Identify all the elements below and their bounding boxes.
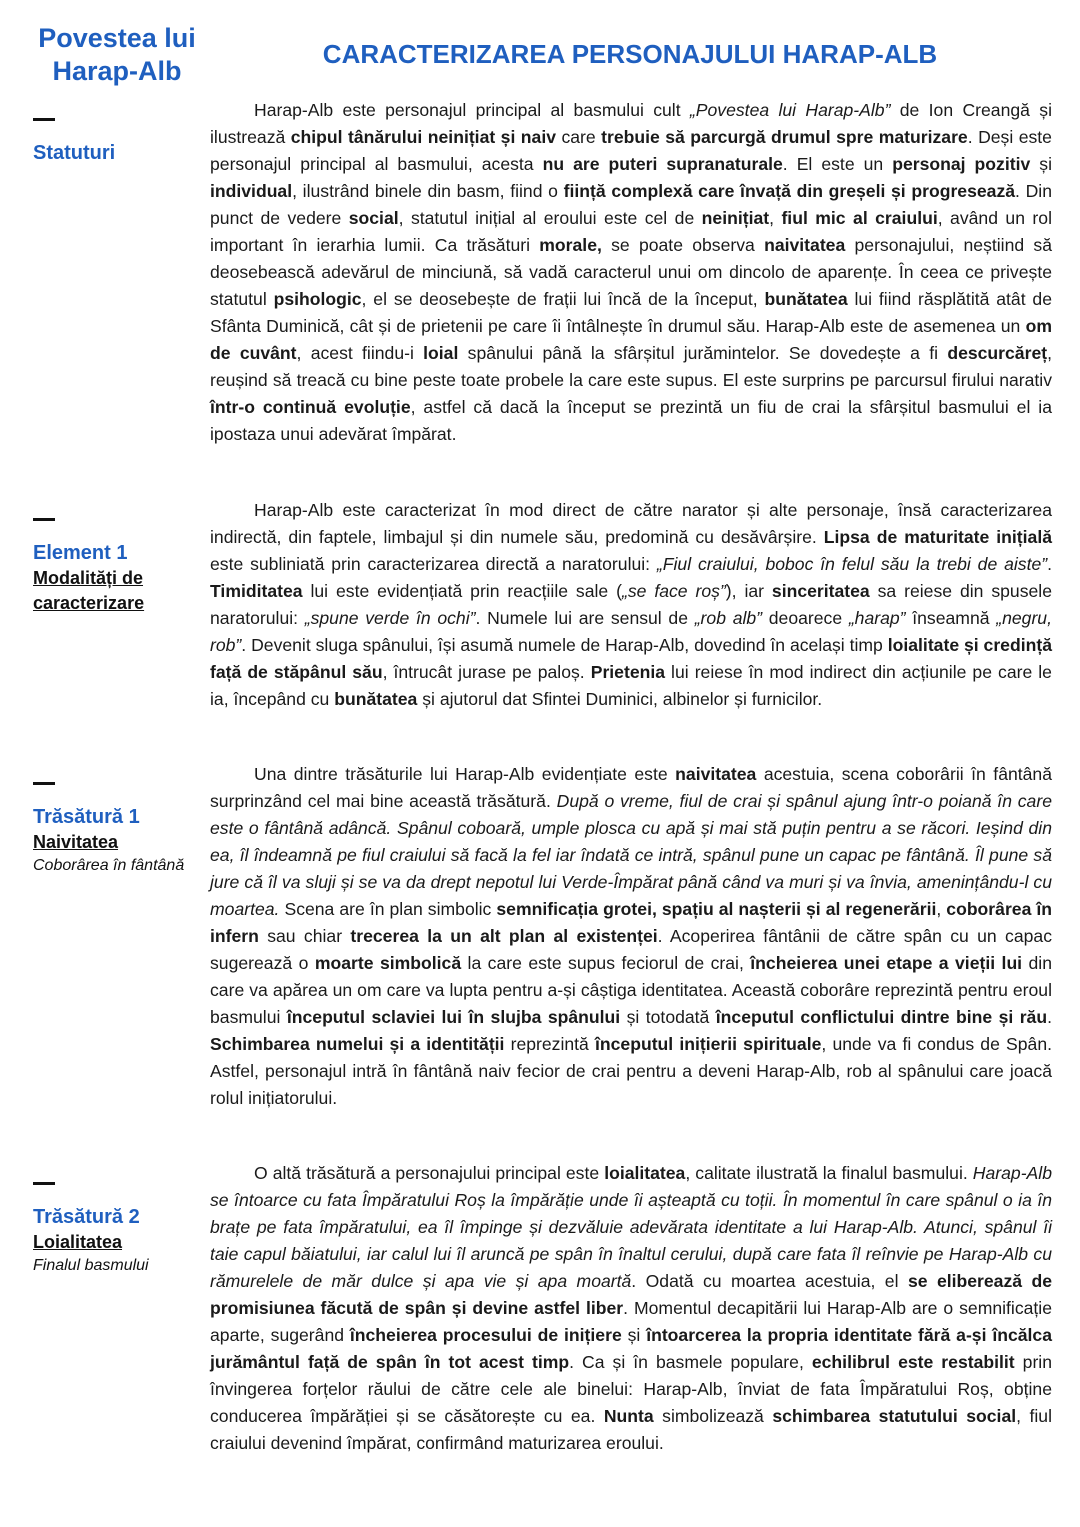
text-run: sau chiar: [258, 926, 351, 946]
text-run: , astfel că dacă la început se prezintă un fiu de crai la sfârșitul basmului el ia ipostaza unui adevărat împărat.: [210, 397, 1052, 444]
bold-text: ființă complexă care învață din greșeli și progresează: [563, 181, 1016, 201]
bold-text: începutul sclaviei lui în slujba spânului: [286, 1007, 621, 1027]
section-dash: [33, 118, 55, 121]
bold-text: loialitatea: [604, 1163, 686, 1183]
text-run: de Ion Creangă și ilustrează: [210, 100, 1052, 147]
bold-text: încheierea unei etape a vieții lui: [750, 953, 1023, 973]
text-run: prin învingerea forțelor răului de către cele ale binelui: Harap-Alb, înviat de fata Împăratului Roș, obține conducerea împărăției și se căsătorește cu ea.: [210, 1352, 1052, 1426]
paragraph-trasatura-1: [210, 761, 1052, 1112]
italic-text: „spune verde în ochi”: [304, 608, 476, 628]
text-run: ,: [936, 899, 947, 919]
text-run: lui este evidențiată prin reacțiile sale (: [302, 581, 622, 601]
text-run: . El este un: [782, 154, 893, 174]
text-run: . Odată cu moartea acestuia, el: [631, 1271, 908, 1291]
text-run: și ajutorul dat Sfintei Duminici, albinelor și furnicilor.: [417, 689, 823, 709]
document-side-title: Povestea lui Harap-Alb: [38, 23, 196, 86]
section-subheading: Loialitatea: [33, 1232, 123, 1252]
bold-text: Nunta: [603, 1406, 654, 1426]
bold-text: echilibrul este restabilit: [811, 1352, 1015, 1372]
italic-text: „harap”: [848, 608, 906, 628]
bold-text: începutul conflictului dintre bine și rău: [715, 1007, 1048, 1027]
section-heading: Trăsătură 2: [33, 1206, 140, 1228]
section-side-element-1: [33, 518, 203, 616]
bold-text: morale,: [539, 235, 602, 255]
text-run: , fiul craiului devenind împărat, confirmând maturizarea eroului.: [210, 1406, 1052, 1453]
text-run: . Deși este personajul principal al basmului, acesta: [210, 127, 1052, 174]
italic-text: „Povestea lui Harap-Alb”: [689, 100, 891, 120]
text-run: , întrucât jurase pe paloș.: [382, 662, 591, 682]
bold-text: naivitatea: [764, 235, 846, 255]
bold-text: bunătatea: [764, 289, 848, 309]
paragraph-statuturi: [210, 97, 1052, 448]
text-run: sa reiese din spusele naratorului:: [210, 581, 1052, 628]
bold-text: Prietenia: [590, 662, 666, 682]
text-run: deoarece: [762, 608, 849, 628]
bold-text: om de cuvânt: [210, 316, 1052, 363]
paragraph-element-1: [210, 497, 1052, 713]
text-run: , el se deosebește de frații lui încă de la început,: [361, 289, 765, 309]
section-heading: Element 1: [33, 542, 128, 564]
text-run: și: [1030, 154, 1052, 174]
text-run: .: [1047, 554, 1052, 574]
section-side-trasatura-2: [33, 1182, 203, 1277]
text-run: .: [1047, 1007, 1052, 1027]
bold-text: trecerea la un alt plan al existenței: [350, 926, 658, 946]
bold-text: se eliberează de promisiunea făcută de spân și devine astfel liber: [210, 1271, 1052, 1318]
bold-text: sinceritatea: [771, 581, 870, 601]
text-run: Harap-Alb este caracterizat în mod direct de către narator și alte personaje, însă caracterizarea indirectă, din faptele, limbajul și din numele său, predomină cu desăvârșire.: [210, 500, 1052, 547]
text-run: . Devenit sluga spânului, își asumă numele de Harap-Alb, dovedind în același timp: [241, 635, 888, 655]
bold-text: trebuie să parcurgă drumul spre maturizare: [601, 127, 968, 147]
text-run: Scena are în plan simbolic: [279, 899, 497, 919]
section-dash: [33, 782, 55, 785]
bold-text: semnificația grotei, spațiu al nașterii și al regenerării: [496, 899, 937, 919]
bold-text: psihologic: [273, 289, 362, 309]
text-run: acestuia, scena coborârii în fântână surprinzând cel mai bine această trăsătură.: [210, 764, 1053, 811]
section-heading: Trăsătură 1: [33, 806, 140, 828]
italic-text: „Fiul craiului, boboc în felul său la trebi de aiste”: [656, 554, 1048, 574]
bold-text: Timiditatea: [210, 581, 303, 601]
text-run: , statutul inițial al eroului este cel de: [398, 208, 702, 228]
text-run: ,: [769, 208, 782, 228]
italic-text: „se face roș”: [621, 581, 726, 601]
text-run: lui reiese în mod indirect din acțiunile pe care le ia, începând cu: [210, 662, 1052, 709]
text-run: și totodată: [620, 1007, 716, 1027]
text-run: . Momentul decapitării lui Harap-Alb are o semnificație aparte, sugerând: [210, 1298, 1052, 1345]
bold-text: chipul tânărului neinițiat și naiv: [290, 127, 557, 147]
italic-text: Harap-Alb se întoarce cu fata Împăratului Roș la împărăție unde îi așteaptă cu toții. În momentul în care spânul o ia în brațe pe fata împăratului, ea îl împinge și dezvăluie adevărata identitate a lui Harap-Alb. Atunci, spânul îi taie capul băiatului, iar calul lui îl aruncă pe spân în înaltul cerului, după care fata îl reînvie pe Harap-Alb cu rămurelele de măr dulce și apa vie și apa moartă: [210, 1163, 1052, 1291]
bold-text: moarte simbolică: [314, 953, 462, 973]
text-run: , unde va fi condus de Spân. Astfel, personajul intră în fântână naiv fecior de crai pentru a deveni Harap-Alb, rob al spânului care joacă rolul inițiatorului.: [210, 1034, 1053, 1108]
text-run: reprezintă: [504, 1034, 595, 1054]
bold-text: loialitate și credință față de stăpânul său: [210, 635, 1052, 682]
section-heading: Statuturi: [33, 142, 116, 164]
text-run: O altă trăsătură a personajului principal este: [254, 1163, 605, 1183]
bold-text: într-o continuă evoluție: [210, 397, 411, 417]
bold-text: personaj pozitiv: [892, 154, 1031, 174]
text-run: spânului până la sfârșitul jurămintelor. Se dovedește a fi: [458, 343, 948, 363]
section-side-statuturi: [33, 118, 203, 166]
section-dash: [33, 1182, 55, 1185]
text-run: simbolizează: [653, 1406, 773, 1426]
bold-text: nu are puteri supranaturale: [542, 154, 783, 174]
bold-text: individual: [210, 181, 293, 201]
text-run: . Acoperirea fântânii de către spân cu un capac sugerează o: [210, 926, 1052, 973]
text-run: , reușind să treacă cu bine peste toate probele la care este supus. El este surprins pe parcursul firului narativ: [210, 343, 1052, 390]
bold-text: fiul mic al craiului: [781, 208, 938, 228]
section-side-trasatura-1: [33, 782, 203, 877]
italic-text: „negru, rob”: [210, 608, 1052, 655]
text-run: ), iar: [725, 581, 772, 601]
document-main-title: CARACTERIZAREA PERSONAJULUI HARAP-ALB: [322, 39, 938, 69]
bold-text: schimbarea statutului social: [772, 1406, 1017, 1426]
section-subheading: Modalități de caracterizare: [33, 568, 145, 613]
section-dash: [33, 518, 55, 521]
text-run: lui fiind răsplătită atât de Sfânta Duminică, cât și de prietenii pe care îi întâlnește în drumul său. Harap-Alb este de asemenea un: [210, 289, 1053, 336]
text-run: care: [556, 127, 602, 147]
bold-text: Schimbarea numelui și a identității: [210, 1034, 505, 1054]
text-run: , ilustrând binele din basm, fiind o: [292, 181, 564, 201]
bold-text: descurcăreț: [947, 343, 1048, 363]
text-run: și: [621, 1325, 647, 1345]
section-note: Finalul basmului: [33, 1257, 149, 1274]
bold-text: loial: [423, 343, 459, 363]
italic-text: „rob alb”: [694, 608, 763, 628]
text-run: . Ca și în basmele populare,: [569, 1352, 812, 1372]
text-run: Harap-Alb este personajul principal al basmului cult: [254, 100, 690, 120]
text-run: Una dintre trăsăturile lui Harap-Alb evidențiate este: [254, 764, 676, 784]
section-subheading: Naivitatea: [33, 832, 119, 852]
italic-text: După o vreme, fiul de crai și spânul ajung într-o poiană în care este o fântână adâncă. Spânul coboară, umple plosca cu apă și mai stă puțin pentru a se răcori. Ieșind din ea, îl îndeamnă pe fiul craiului să facă la fel iar îndată ce intră, spânul pune un capac pe fântână. Îl pune să jure că îl va sluji și se va da drept nepotul lui Verde-Împărat până când va muri și va învia, amenințându-l cu moartea.: [210, 791, 1052, 919]
text-run: , acest fiindu-i: [296, 343, 424, 363]
text-run: personajului, neștiind să deosebească adevărul de minciună, să vadă caracterul unui om dincolo de aparențe. În ceea ce privește statutul: [210, 235, 1052, 309]
bold-text: coborârea în infern: [210, 899, 1053, 946]
bold-text: Lipsa de maturitate inițială: [823, 527, 1052, 547]
text-run: . Din punct de vedere: [210, 181, 1052, 228]
bold-text: începutul inițierii spirituale: [595, 1034, 822, 1054]
text-run: , având un rol important în ierarhia lumii. Ca trăsături: [210, 208, 1052, 255]
text-run: se poate observa: [601, 235, 765, 255]
text-run: este subliniată prin caracterizarea directă a naratorului:: [210, 554, 657, 574]
text-run: din care va apărea un om care va lupta pentru a-și câștiga identitatea. Această coborâre reprezintă pentru eroul basmului: [210, 953, 1052, 1027]
bold-text: întoarcerea la propria identitate fără a-și încălca jurământul față de spân în tot acest timp: [210, 1325, 1053, 1372]
section-note: Coborârea în fântână: [33, 857, 185, 874]
bold-text: naivitatea: [675, 764, 757, 784]
text-run: . Numele lui are sensul de: [475, 608, 695, 628]
bold-text: neinițiat: [701, 208, 770, 228]
text-run: înseamnă: [905, 608, 997, 628]
bold-text: social: [348, 208, 399, 228]
bold-text: bunătatea: [334, 689, 418, 709]
paragraph-trasatura-2: [210, 1160, 1052, 1457]
bold-text: încheierea procesului de inițiere: [349, 1325, 622, 1345]
text-run: la care este supus feciorul de crai,: [461, 953, 751, 973]
text-run: , calitate ilustrată la finalul basmului.: [685, 1163, 973, 1183]
